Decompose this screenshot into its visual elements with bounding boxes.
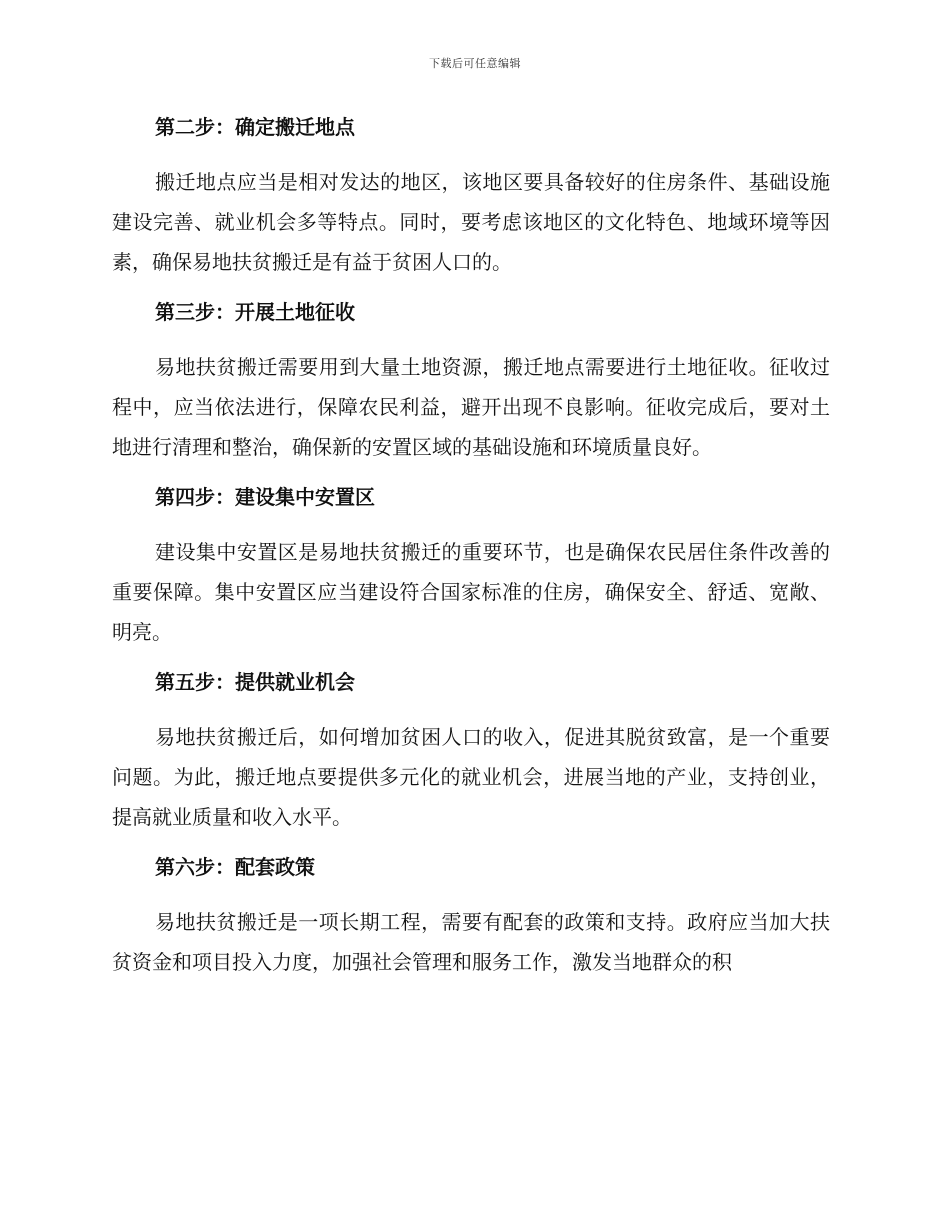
section-paragraph-step6: 易地扶贫搬迁是一项长期工程，需要有配套的政策和支持。政府应当加大扶贫资金和项目投入力度，加强社会管理和服务工作，激发当地群众的积: [112, 910, 830, 974]
section-heading-step3: 第三步：开展土地征收: [155, 300, 355, 324]
section-paragraph-step3: 易地扶贫搬迁需要用到大量土地资源，搬迁地点需要进行土地征收。征收过程中，应当依法进行，保障农民利益，避开出现不良影响。征收完成后，要对土地进行清理和整治，确保新的安置区域的基础设施和环境质量良好。: [112, 355, 830, 459]
section-paragraph-step4: 建设集中安置区是易地扶贫搬迁的重要环节，也是确保农民居住条件改善的重要保障。集中安置区应当建设符合国家标准的住房，确保安全、舒适、宽敞、明亮。: [112, 540, 830, 644]
section-paragraph-step2: 搬迁地点应当是相对发达的地区，该地区要具备较好的住房条件、基础设施建设完善、就业机会多等特点。同时，要考虑该地区的文化特色、地域环境等因素，确保易地扶贫搬迁是有益于贫困人口的。: [112, 170, 830, 274]
page-header: 下载后可任意编辑: [429, 57, 521, 70]
section-paragraph-step5: 易地扶贫搬迁后，如何增加贫困人口的收入，促进其脱贫致富，是一个重要问题。为此，搬迁地点要提供多元化的就业机会，进展当地的产业，支持创业，提高就业质量和收入水平。: [112, 725, 830, 829]
section-heading-step4: 第四步：建设集中安置区: [155, 485, 375, 509]
section-heading-step6: 第六步：配套政策: [155, 855, 315, 879]
document-body: [112, 112, 830, 997]
section-heading-step5: 第五步：提供就业机会: [155, 670, 355, 694]
section-heading-step2: 第二步：确定搬迁地点: [155, 115, 355, 139]
